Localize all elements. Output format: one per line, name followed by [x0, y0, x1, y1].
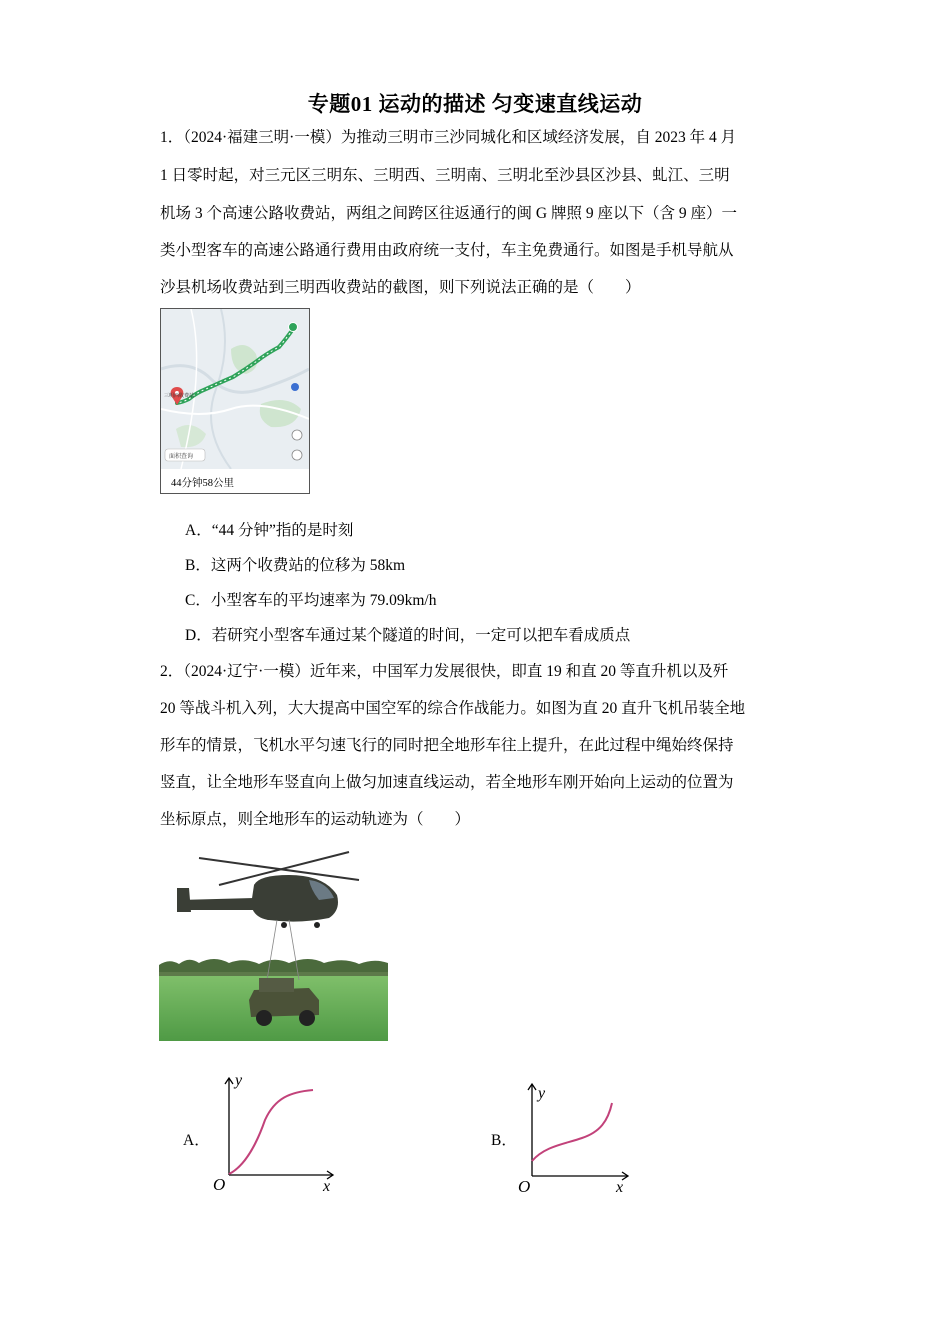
- page-title: 专题01 运动的描述 匀变速直线运动: [307, 92, 643, 116]
- graph-a-curve: [229, 1090, 313, 1174]
- graph-a-x-label: x: [323, 1178, 331, 1195]
- q1-line-5: 沙县机场收费站到三明西收费站的截图，则下列说法正确的是（ ）: [160, 279, 641, 296]
- q1-line-2: 1 日零时起，对三元区三明东、三明西、三明南、三明北至沙县区沙县、虬江、三明: [160, 167, 730, 184]
- graph-b-origin: O: [518, 1177, 531, 1196]
- q1-line-1: 1．（2024·福建三明·一模）为推动三明市三沙同城化和区域经济发展，自 2023 年 4 月: [160, 129, 737, 146]
- graph-b-y-label: y: [538, 1085, 546, 1102]
- map-destination-label: 三明西收费站: [164, 393, 195, 399]
- graph-b-curve: [532, 1103, 612, 1161]
- q2-line-3: 形车的情景，飞机水平匀速飞行的同时把全地形车往上提升，在此过程中绳始终保持: [160, 737, 734, 754]
- q1-option-d: D．若研究小型客车通过某个隧道的时间，一定可以把车看成质点: [185, 627, 631, 644]
- q2-line-5: 坐标原点，则全地形车的运动轨迹为（ ）: [160, 811, 471, 828]
- q1-option-b: B．这两个收费站的位移为 58km: [185, 557, 406, 574]
- graph-a-label: A．: [183, 1132, 210, 1149]
- map-caption: 44分钟58公里: [171, 478, 234, 489]
- graph-b-label: B．: [491, 1132, 517, 1149]
- q2-line-2: 20 等战斗机入列，大大提高中国空军的综合作战能力。如图为直 20 直升飞机吊装全地: [160, 700, 746, 717]
- q1-line-4: 类小型客车的高速公路通行费用由政府统一支付，车主免费通行。如图是手机导航从: [160, 242, 734, 259]
- q1-line-3: 机场 3 个高速公路收费站，两组之间跨区往返通行的闽 G 牌照 9 座以下（含 9 座）一: [160, 205, 737, 222]
- navigation-map-screenshot: [160, 308, 310, 494]
- q2-line-4: 竖直，让全地形车竖直向上做匀加速直线运动，若全地形车刚开始向上运动的位置为: [160, 774, 734, 791]
- q1-option-a: A．“44 分钟”指的是时刻: [185, 522, 354, 539]
- helicopter-lifting-vehicle-photo: [159, 840, 388, 1041]
- graph-b-x-label: x: [616, 1179, 624, 1196]
- graph-a-y-label: y: [235, 1072, 243, 1089]
- map-image: [161, 309, 309, 469]
- map-button-label: 面积查询: [169, 453, 194, 460]
- q2-line-1: 2．（2024·辽宁·一模）近年来，中国军力发展很快，即直 19 和直 20 等直升机以及歼: [160, 663, 729, 680]
- graph-a-origin: O: [213, 1175, 226, 1194]
- graph-b: [510, 1076, 640, 1200]
- q1-option-c: C．小型客车的平均速率为 79.09km/h: [185, 592, 437, 609]
- graph-a: [205, 1068, 345, 1198]
